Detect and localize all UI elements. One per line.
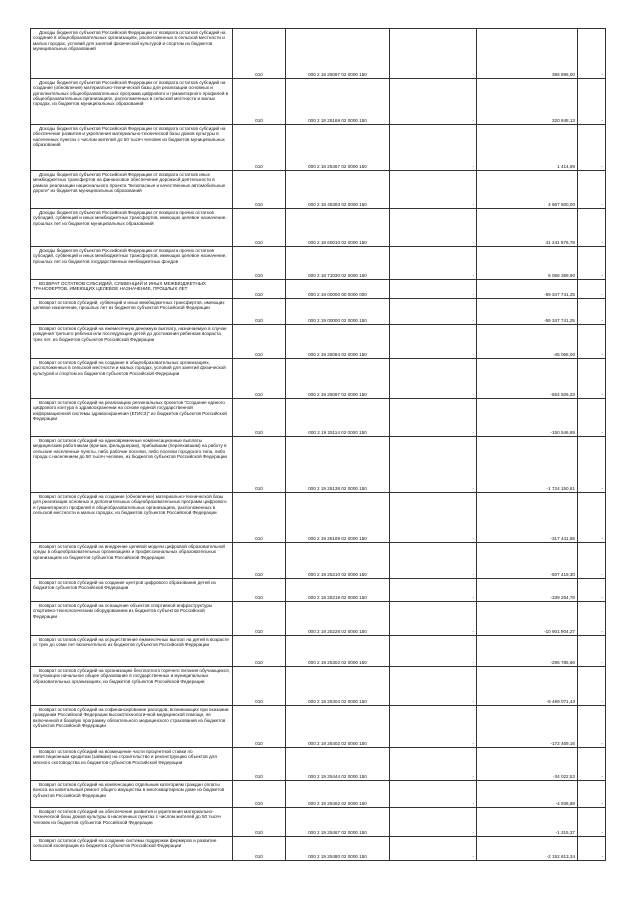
row-approved-value: -: [390, 247, 477, 280]
row-executed-amount: -317 441,85: [477, 493, 578, 543]
table-row: [31, 493, 606, 543]
row-remaining-value: -: [578, 437, 606, 493]
row-line-code: 010: [233, 602, 286, 636]
row-executed-amount: -59 347 741,25: [477, 280, 578, 299]
row-approved-value: -: [390, 299, 477, 325]
row-approved-value: -: [390, 667, 477, 706]
table-row: [31, 808, 606, 837]
row-remaining-value: -: [578, 209, 606, 247]
row-description: Возврат остатков субсидий на создание (обновление) материально-технической базы для реализации основных и дополнительных общеобразовательных программ цифрового и гуманитарного профилей в общеобразовательных организациях, расположенных в сельской местности и малых городах, из бюджетов субъектов Российской Федерации: [31, 493, 233, 543]
table-row: [31, 543, 606, 579]
row-description: Возврат остатков субсидий на единовременные компенсационные выплаты медицинским работникам (врачам, фельдшерам), прибывшим (переехавшим) на работу в сельские населенные пункты, либо рабочие поселки, либо поселки городского типа, либо города с населением до 50 тысяч человек, из бюджетов субъектов Российской Федерации: [31, 437, 233, 493]
row-remaining-value: -: [578, 667, 606, 706]
row-approved-value: -: [390, 602, 477, 636]
row-description: Возврат остатков субсидий на оснащение объектов спортивной инфраструктуры спортивно-технологическим оборудованием из бюджетов субъектов Российской Федерации: [31, 602, 233, 636]
row-executed-amount: -4 936,88: [477, 781, 578, 808]
row-executed-amount: -34 022,52: [477, 748, 578, 781]
row-description: ВОЗВРАТ ОСТАТКОВ СУБСИДИЙ, СУБВЕНЦИЙ И ИНЫХ МЕЖБЮДЖЕТНЫХ ТРАНСФЕРТОВ, ИМЕЮЩИХ ЦЕЛЕВОЕ НАЗНАЧЕНИЕ, ПРОШЛЫХ ЛЕТ: [31, 280, 233, 299]
row-budget-code: 000 2 19 25402 02 0000 150: [286, 706, 390, 748]
table-row: [31, 579, 606, 602]
row-executed-amount: 41 241 976,78: [477, 209, 578, 247]
row-line-code: 010: [233, 493, 286, 543]
table-row: [31, 602, 606, 636]
row-line-code: 010: [233, 543, 286, 579]
row-executed-amount: -1 315,37: [477, 808, 578, 837]
row-budget-code: 000 2 18 60010 02 0000 150: [286, 209, 390, 247]
row-budget-code: 000 2 19 25302 02 0000 150: [286, 636, 390, 667]
row-remaining-value: -: [578, 171, 606, 209]
row-description: Доходы бюджетов субъектов Российской Федерации от возврата остатков иных межбюджетных трансфертов на финансовое обеспечение дорожной деятельности в рамках реализации национального проекта "Безопасные и качественные автомобильные дороги" из бюджетов муниципальных образований: [31, 171, 233, 209]
table-row: [31, 359, 606, 399]
row-approved-value: -: [390, 493, 477, 543]
row-budget-code: 000 2 19 25228 02 0000 150: [286, 602, 390, 636]
row-description: Доходы бюджетов субъектов Российской Федерации от возврата остатков субсидий на создание в общеобразовательных организациях, расположенных в сельской местности и малых городах, условий для занятий физической культурой и спортом из бюджетов муниципальных образований: [31, 29, 233, 79]
row-line-code: 010: [233, 399, 286, 437]
row-remaining-value: -: [578, 808, 606, 837]
row-budget-code: 000 2 19 25169 02 0000 150: [286, 493, 390, 543]
row-remaining-value: -: [578, 280, 606, 299]
row-executed-amount: -507 419,30: [477, 543, 578, 579]
table-row: [31, 171, 606, 209]
row-description: Возврат остатков субсидий на создание в общеобразовательных организациях, расположенных в сельской местности и малых городах, условий для занятий физической культурой и спортом из бюджетов субъектов Российской Федерации: [31, 359, 233, 399]
row-approved-value: -: [390, 837, 477, 861]
row-budget-code: 000 2 18 71030 02 0000 150: [286, 247, 390, 280]
row-approved-value: -: [390, 706, 477, 748]
row-approved-value: -: [390, 29, 477, 79]
row-description: Возврат остатков субсидий на компенсацию отдельным категориям граждан оплаты взноса на капитальный ремонт общего имущества в многоквартирном доме из бюджетов субъектов Российской Федерации: [31, 781, 233, 808]
row-budget-code: 000 2 19 25304 02 0000 150: [286, 667, 390, 706]
row-remaining-value: -: [578, 706, 606, 748]
row-budget-code: 000 2 19 25097 02 0000 150: [286, 359, 390, 399]
row-executed-amount: 4 667 800,00: [477, 171, 578, 209]
row-line-code: 010: [233, 837, 286, 861]
row-budget-code: 000 2 19 25114 02 0000 150: [286, 399, 390, 437]
row-approved-value: -: [390, 209, 477, 247]
table-row: [31, 667, 606, 706]
table-row: [31, 29, 606, 79]
row-line-code: 010: [233, 325, 286, 359]
table-row: [31, 781, 606, 808]
row-remaining-value: -: [578, 543, 606, 579]
row-budget-code: 000 2 19 00000 00 0000 000: [286, 280, 390, 299]
row-executed-amount: -10 901 904,27: [477, 602, 578, 636]
row-description: Возврат остатков субсидий на обеспечение развития и укрепления материально-технической базы домов культуры в населенных пунктах с числом жителей до 50 тысяч человек из бюджетов субъектов Российской Федерации: [31, 808, 233, 837]
row-description: Возврат остатков субсидий на организацию бесплатного горячего питания обучающихся, получающих начальное общее образование в государственных и муниципальных образовательных организациях, из бюджетов субъектов Российской Федерации: [31, 667, 233, 706]
row-executed-amount: 6 056 389,90: [477, 247, 578, 280]
row-line-code: 010: [233, 79, 286, 125]
report-table: [30, 28, 606, 861]
row-executed-amount: -554 926,33: [477, 359, 578, 399]
row-executed-amount: -296 785,66: [477, 636, 578, 667]
row-description: Возврат остатков субсидий на возмещение части процентной ставки по инвестиционным кредитам (займам) на строительство и реконструкцию объектов для мясного скотоводства из бюджетов субъектов Российской Федерации: [31, 748, 233, 781]
row-budget-code: 000 2 19 25444 02 0000 150: [286, 748, 390, 781]
row-approved-value: -: [390, 171, 477, 209]
table-row: [31, 299, 606, 325]
row-line-code: 010: [233, 209, 286, 247]
row-remaining-value: -: [578, 781, 606, 808]
row-line-code: 010: [233, 636, 286, 667]
row-executed-amount: -59 347 741,25: [477, 299, 578, 325]
row-approved-value: -: [390, 325, 477, 359]
row-budget-code: 000 2 19 25138 02 0000 150: [286, 437, 390, 493]
row-budget-code: 000 2 18 25467 02 0000 150: [286, 125, 390, 171]
row-description: Возврат остатков субсидий, субвенций и иных межбюджетных трансфертов, имеющих целевое назначение, прошлых лет из бюджетов субъектов Российской Федерации: [31, 299, 233, 325]
row-executed-amount: -1 724 150,61: [477, 437, 578, 493]
row-budget-code: 000 2 18 45393 02 0000 150: [286, 171, 390, 209]
row-description: Доходы бюджетов субъектов Российской Федерации от возврата остатков субсидий на обеспечение развития и укрепления материально-технической базы домов культуры в населенных пунктах с числом жителей до 50 тысяч человек из бюджетов муниципальных образований: [31, 125, 233, 171]
row-remaining-value: -: [578, 247, 606, 280]
row-remaining-value: -: [578, 748, 606, 781]
row-executed-amount: -6 499 071,43: [477, 667, 578, 706]
row-executed-amount: -172 469,16: [477, 706, 578, 748]
row-remaining-value: -: [578, 359, 606, 399]
row-budget-code: 000 2 19 25462 02 0000 150: [286, 781, 390, 808]
row-approved-value: -: [390, 543, 477, 579]
row-line-code: 010: [233, 579, 286, 602]
row-line-code: 010: [233, 667, 286, 706]
row-description: Возврат остатков субсидий на осуществление ежемесячных выплат на детей в возрасте от трех до семи лет включительно из бюджетов субъектов Российской Федерации: [31, 636, 233, 667]
row-line-code: 010: [233, 299, 286, 325]
row-line-code: 010: [233, 781, 286, 808]
table-row: [31, 325, 606, 359]
row-budget-code: 000 2 19 25084 02 0000 150: [286, 325, 390, 359]
table-row: [31, 125, 606, 171]
row-remaining-value: -: [578, 579, 606, 602]
row-remaining-value: -: [578, 636, 606, 667]
row-line-code: 010: [233, 29, 286, 79]
row-remaining-value: -: [578, 79, 606, 125]
row-budget-code: 000 2 18 25169 02 0000 150: [286, 79, 390, 125]
row-remaining-value: -: [578, 325, 606, 359]
row-remaining-value: -: [578, 299, 606, 325]
table-row: [31, 280, 606, 299]
row-executed-amount: 320 848,13: [477, 79, 578, 125]
row-budget-code: 000 2 19 25219 02 0000 150: [286, 579, 390, 602]
row-description: Возврат остатков субсидий на внедрение целевой модели цифровой образовательной среды в общеобразовательных организациях и профессиональных образовательных организациях из бюджетов субъектов Российской Федерации: [31, 543, 233, 579]
row-line-code: 010: [233, 706, 286, 748]
row-approved-value: -: [390, 280, 477, 299]
row-remaining-value: -: [578, 125, 606, 171]
table-row: [31, 437, 606, 493]
table-row: [31, 247, 606, 280]
row-executed-amount: -2 152 813,34: [477, 837, 578, 861]
row-budget-code: 000 2 18 25097 02 0000 150: [286, 29, 390, 79]
row-line-code: 010: [233, 748, 286, 781]
row-approved-value: -: [390, 79, 477, 125]
row-description: Возврат остатков субсидий на создание системы поддержки фермеров и развитие сельской кооперации из бюджетов субъектов Российской Федерации: [31, 837, 233, 861]
row-executed-amount: -45 066,00: [477, 325, 578, 359]
row-approved-value: -: [390, 359, 477, 399]
row-line-code: 010: [233, 280, 286, 299]
row-line-code: 010: [233, 125, 286, 171]
row-description: Возврат остатков субсидий на создание центров цифрового образования детей из бюджетов субъектов Российской Федерации: [31, 579, 233, 602]
row-description: Возврат остатков субсидий на софинансирование расходов, возникающих при оказании гражданам Российской Федерации высокотехнологичной медицинской помощи, не включенной в базовую программу обязательного медицинского страхования из бюджетов субъектов Российской Федерации: [31, 706, 233, 748]
row-remaining-value: -: [578, 399, 606, 437]
table-row: [31, 837, 606, 861]
row-description: Доходы бюджетов субъектов Российской Федерации от возврата прочих остатков субсидий, субвенций и иных межбюджетных трансфертов, имеющих целевое назначение, прошлых лет из бюджетов муниципальных образований: [31, 209, 233, 247]
row-approved-value: -: [390, 808, 477, 837]
row-line-code: 010: [233, 437, 286, 493]
row-remaining-value: -: [578, 837, 606, 861]
row-approved-value: -: [390, 579, 477, 602]
row-executed-amount: -339 254,76: [477, 579, 578, 602]
row-approved-value: -: [390, 437, 477, 493]
row-remaining-value: -: [578, 602, 606, 636]
row-executed-amount: 396 895,00: [477, 29, 578, 79]
row-description: Возврат остатков субсидий на ежемесячную денежную выплату, назначаемую в случае рождения третьего ребенка или последующих детей до достижения ребенком возраста трех лет, из бюджетов субъектов Российской Федерации: [31, 325, 233, 359]
row-description: Возврат остатков субсидий на реализацию региональных проектов "Создание единого цифрового контура в здравоохранении на основе единой государственной информационной системы здравоохранения (ЕГИСЗ)" из бюджетов субъектов Российской Федерации: [31, 399, 233, 437]
row-executed-amount: 1 414,59: [477, 125, 578, 171]
row-line-code: 010: [233, 808, 286, 837]
row-executed-amount: -150 546,69: [477, 399, 578, 437]
row-description: Доходы бюджетов субъектов Российской Федерации от возврата прочих остатков субсидий, субвенций и иных межбюджетных трансфертов, имеющих целевое назначение, прошлых лет из бюджетов государственных внебюджетных фондов: [31, 247, 233, 280]
row-budget-code: 000 2 19 25480 02 0000 150: [286, 837, 390, 861]
table-row: [31, 636, 606, 667]
row-remaining-value: -: [578, 493, 606, 543]
row-approved-value: -: [390, 399, 477, 437]
row-approved-value: -: [390, 125, 477, 171]
row-line-code: 010: [233, 247, 286, 280]
row-budget-code: 000 2 19 25210 02 0000 150: [286, 543, 390, 579]
row-approved-value: -: [390, 748, 477, 781]
row-description: Доходы бюджетов субъектов Российской Федерации от возврата остатков субсидий на создание (обновление) материально-технической базы для реализации основных и дополнительных общеобразовательных программ цифрового и гуманитарного профилей в общеобразовательных организациях, расположенных в сельской местности и малых городах, из бюджетов муниципальных образований: [31, 79, 233, 125]
table-row: [31, 748, 606, 781]
row-budget-code: 000 2 19 25467 02 0000 150: [286, 808, 390, 837]
table-row: [31, 706, 606, 748]
row-line-code: 010: [233, 359, 286, 399]
table-body: [31, 29, 606, 861]
row-approved-value: -: [390, 636, 477, 667]
table-row: [31, 209, 606, 247]
row-budget-code: 000 2 19 00000 02 0000 150: [286, 299, 390, 325]
row-line-code: 010: [233, 171, 286, 209]
row-remaining-value: -: [578, 29, 606, 79]
row-approved-value: -: [390, 781, 477, 808]
table-row: [31, 79, 606, 125]
table-row: [31, 399, 606, 437]
